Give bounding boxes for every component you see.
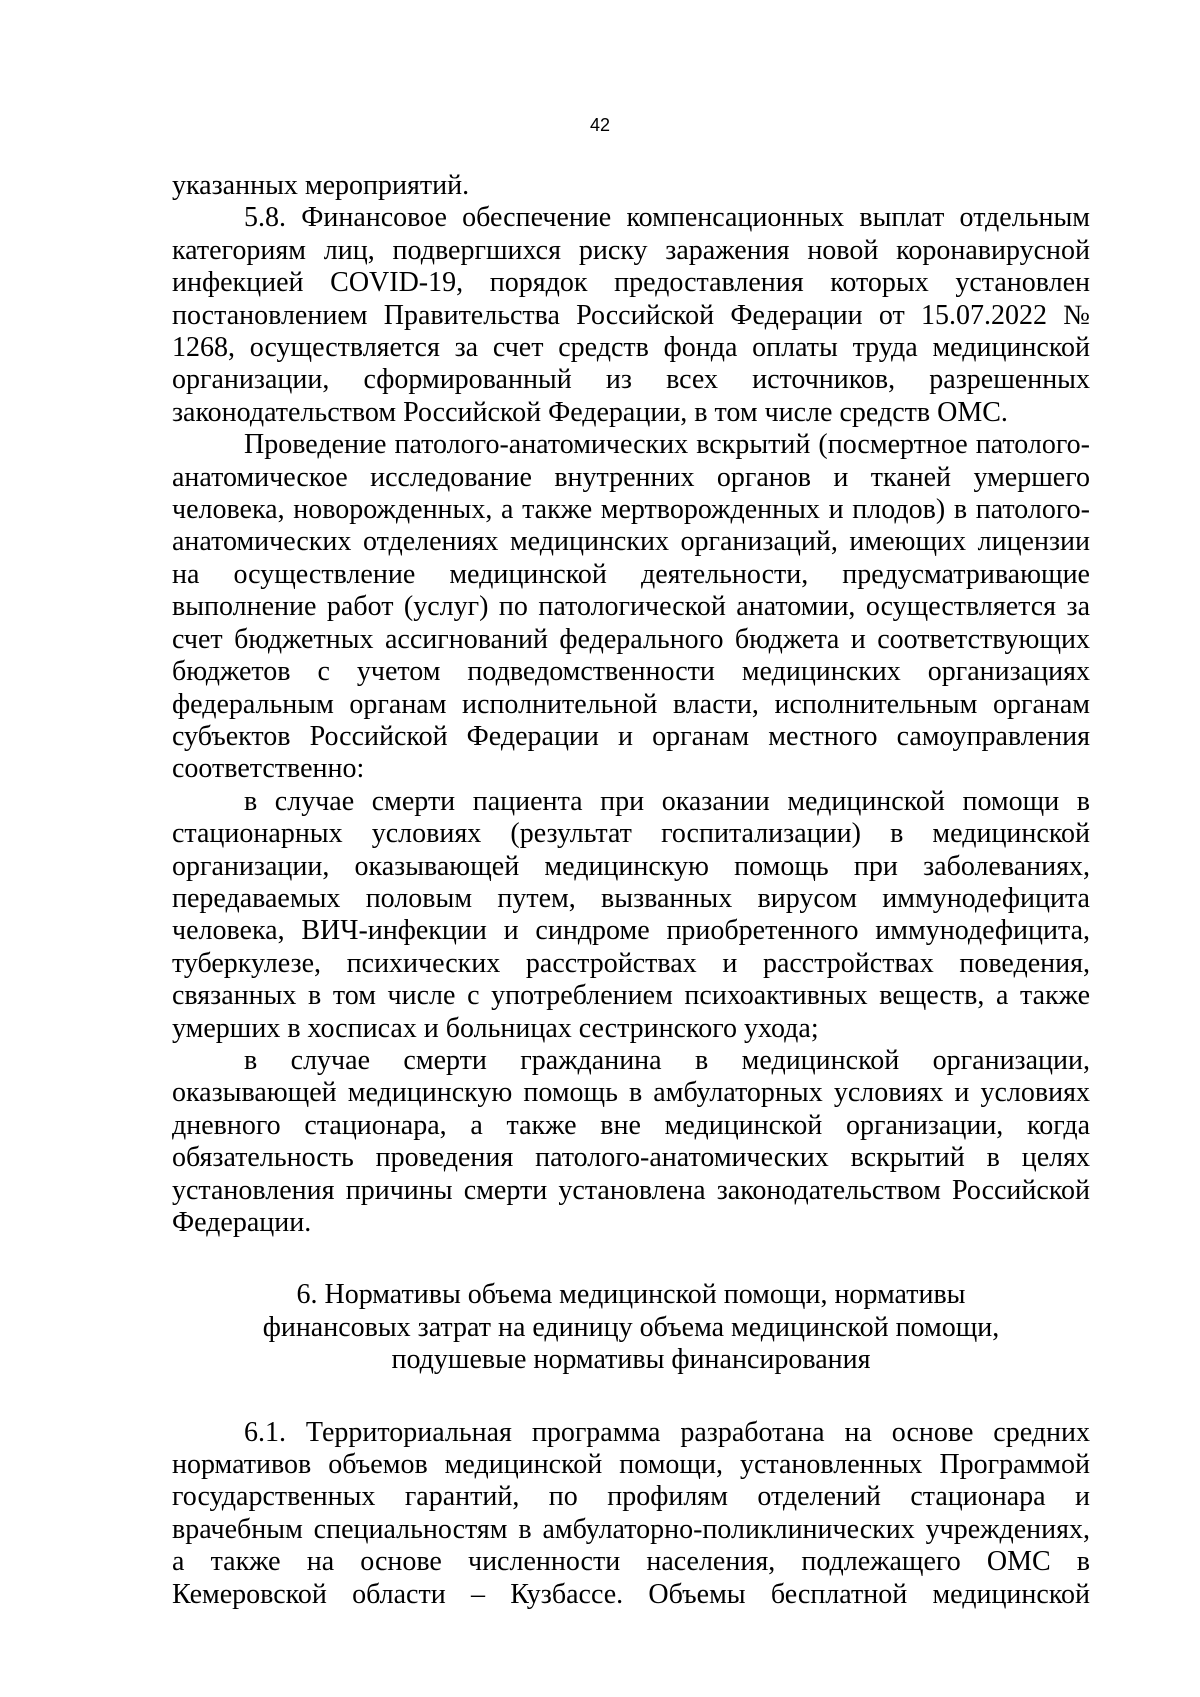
paragraph-autopsy-funding: Проведение патолого-анатомических вскрытий (посмертное патолого-анатомическое исследование внутренних органов и тканей умершего человека, новорожденных, а также мертворожденных и плодов) в патолого-анатомических отделениях медицинских организаций, имеющих лицензии на осуществление медицинской деятельности, предусматривающие выполнение работ (услуг) по патологической анатомии, осуществляется за счет бюджетных ассигнований федерального бюджета и соответствующих бюджетов с учетом подведомственности медицинских организациях федеральным органам исполнительной власти, исполнительным органам субъектов Российской Федерации и органам местного самоуправления соответственно: <box>172 429 1090 785</box>
paragraph-continuation: указанных мероприятий. <box>172 170 470 201</box>
section-6-heading-line-3: подушевые нормативы финансирования <box>391 1344 871 1376</box>
page-number: 42 <box>589 115 611 135</box>
section-6-heading <box>172 1279 1090 1376</box>
document-body <box>172 170 1090 1611</box>
paragraph-outpatient-death: в случае смерти гражданина в медицинской организации, оказывающей медицинскую помощь в амбулаторных условиях и условиях дневного стационара, а также вне медицинской организации, когда обязательность проведения патолого-анатомических вскрытий в целях установления причины смерти установлена законодательством Российской Федерации. <box>172 1044 1090 1238</box>
section-6-heading-line-2: финансовых затрат на единицу объема медицинской помощи, <box>262 1311 1000 1343</box>
paragraph-6-1-territorial-program: 6.1. Территориальная программа разработана на основе средних нормативов объемов медицинской помощи, установленных Программой государственных гарантий, по профилям отделений стационара и врачебным специальностям в амбулаторно-поликлинических учреждениях, а также на основе численности населения, подлежащего ОМС в Кемеровской области – Кузбассе. Объемы бесплатной медицинской <box>172 1416 1090 1610</box>
paragraph-inpatient-death: в случае смерти пациента при оказании медицинской помощи в стационарных условиях (результат госпитализации) в медицинской организации, оказывающей медицинскую помощь при заболеваниях, передаваемых половым путем, вызванных вирусом иммунодефицита человека, ВИЧ-инфекции и синдроме приобретенного иммунодефицита, туберкулезе, психических расстройствах и расстройствах поведения, связанных в том числе с употреблением психоактивных веществ, а также умерших в хосписах и больницах сестринского ухода; <box>172 785 1090 1044</box>
section-6-heading-line-1: 6. Нормативы объема медицинской помощи, нормативы <box>296 1279 966 1311</box>
paragraph-5-8-compensation: 5.8. Финансовое обеспечение компенсационных выплат отдельным категориям лиц, подвергшихся риску заражения новой коронавирусной инфекцией COVID-19, порядок предоставления которых установлен постановлением Правительства Российской Федерации от 15.07.2022 № 1268, осуществляется за счет средств фонда оплаты труда медицинской организации, сформированный из всех источников, разрешенных законодательством Российской Федерации, в том числе средств ОМС. <box>172 202 1090 428</box>
